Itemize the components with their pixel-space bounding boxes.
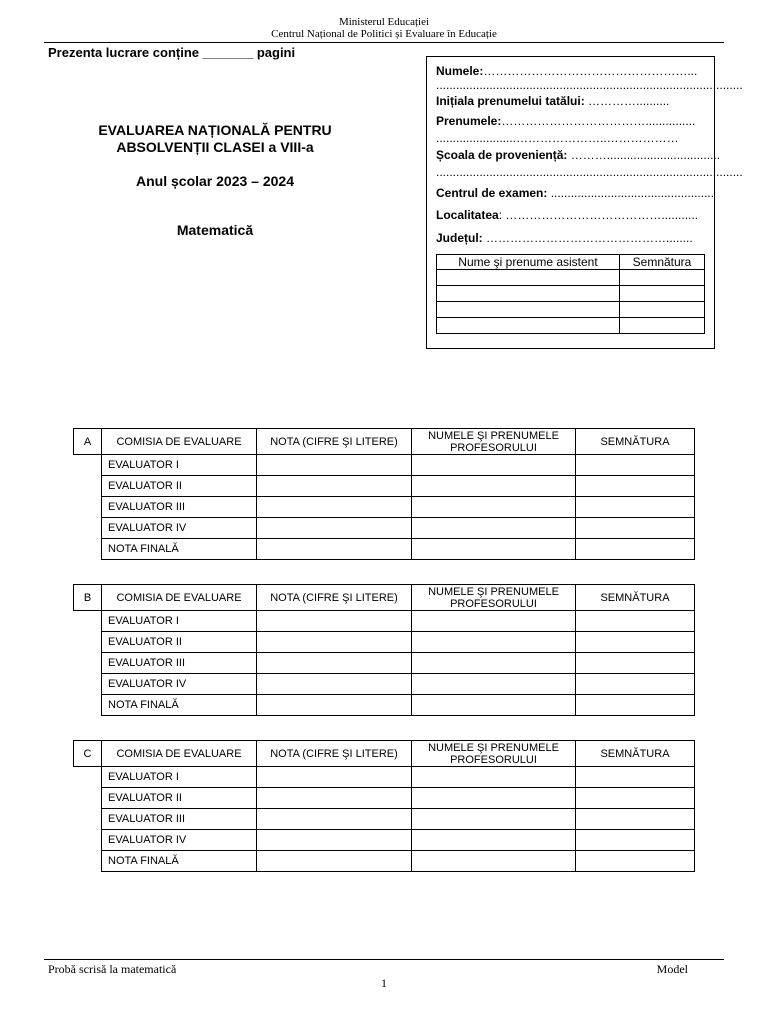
signature-cell[interactable] (576, 476, 695, 497)
candidate-field-row (436, 64, 706, 78)
evaluation-table-b (73, 584, 695, 716)
exam-title-line2: ABSOLVENȚII CLASEI a VIII-a (116, 139, 314, 155)
grade-cell[interactable] (257, 653, 412, 674)
footer-divider (44, 959, 724, 960)
evaluation-row (74, 653, 695, 674)
evaluation-row (74, 539, 695, 560)
teacher-name-cell[interactable] (412, 611, 576, 632)
teacher-name-cell[interactable] (412, 518, 576, 539)
teacher-name-cell[interactable] (412, 455, 576, 476)
candidate-field-row (436, 165, 743, 179)
assistant-table-header-row (437, 255, 705, 270)
candidate-field-dots[interactable]: ........................…………………..……………… (436, 131, 679, 145)
grade-cell[interactable] (257, 632, 412, 653)
footer-subject: Probă scrisă la matematică (48, 962, 177, 976)
evaluation-column-header: NOTA (CIFRE ŞI LITERE) (257, 429, 412, 455)
section-letter: B (74, 585, 102, 611)
assistant-table (436, 254, 705, 334)
candidate-field-row (436, 114, 706, 128)
candidate-field-row (436, 231, 706, 245)
teacher-name-cell[interactable] (412, 809, 576, 830)
evaluator-label: EVALUATOR IV (102, 830, 257, 851)
signature-cell[interactable] (576, 611, 695, 632)
pages-count-line: Prezenta lucrare conține _______ pagini (48, 45, 296, 60)
signature-cell[interactable] (576, 830, 695, 851)
candidate-field-label: Prenumele: (436, 114, 502, 128)
candidate-field-label: Județul: (436, 231, 483, 245)
candidate-field-dots[interactable]: ………….......... (584, 94, 670, 108)
evaluator-label: EVALUATOR II (102, 788, 257, 809)
signature-cell[interactable] (576, 497, 695, 518)
row-spacer (74, 809, 102, 830)
footer-model: Model (656, 962, 688, 976)
candidate-field-row (436, 78, 743, 92)
grade-cell[interactable] (257, 539, 412, 560)
candidate-info-box (426, 56, 743, 349)
row-spacer (74, 674, 102, 695)
candidate-field-label: Numele: (436, 64, 484, 78)
center-name: Centrul Național de Politici și Evaluare în Educație (271, 28, 497, 40)
evaluation-column-header: COMISIA DE EVALUARE (102, 741, 257, 767)
teacher-name-cell[interactable] (412, 497, 576, 518)
evaluator-label: NOTA FINALĂ (102, 695, 257, 716)
signature-cell[interactable] (576, 653, 695, 674)
candidate-field-label: Școala de proveniență: (436, 148, 568, 162)
evaluator-label: EVALUATOR III (102, 497, 257, 518)
row-spacer (74, 611, 102, 632)
signature-cell[interactable] (576, 674, 695, 695)
evaluator-label: NOTA FINALĂ (102, 539, 257, 560)
grade-cell[interactable] (257, 611, 412, 632)
evaluation-column-header: SEMNĂTURA (576, 429, 695, 455)
evaluation-header-row (74, 741, 695, 767)
candidate-field-dots[interactable]: ............................................................................................ (436, 78, 743, 92)
evaluation-row (74, 611, 695, 632)
row-spacer (74, 497, 102, 518)
evaluation-column-header: NOTA (CIFRE ŞI LITERE) (257, 741, 412, 767)
evaluation-row (74, 809, 695, 830)
evaluation-row (74, 788, 695, 809)
teacher-name-cell[interactable] (412, 632, 576, 653)
evaluation-row (74, 632, 695, 653)
candidate-field-dots[interactable]: ……………………………………………... (483, 64, 698, 78)
evaluation-row (74, 767, 695, 788)
row-spacer (74, 830, 102, 851)
signature-cell[interactable] (576, 851, 695, 872)
teacher-name-cell[interactable] (412, 788, 576, 809)
evaluation-row (74, 497, 695, 518)
row-spacer (74, 653, 102, 674)
row-spacer (74, 455, 102, 476)
grade-cell[interactable] (257, 455, 412, 476)
assistant-table-row (437, 270, 705, 286)
assistant-table-row (437, 286, 705, 302)
assistant-table-row (437, 318, 705, 334)
evaluation-column-header: NOTA (CIFRE ŞI LITERE) (257, 585, 412, 611)
signature-cell[interactable] (576, 695, 695, 716)
candidate-field-dots[interactable]: : …………………………………........... (498, 208, 699, 222)
assistant-name-cell[interactable] (437, 302, 620, 318)
candidate-field-dots[interactable]: ………………………………............... (501, 114, 696, 128)
evaluator-label: EVALUATOR I (102, 611, 257, 632)
evaluator-label: EVALUATOR IV (102, 518, 257, 539)
row-spacer (74, 632, 102, 653)
row-spacer (74, 476, 102, 497)
evaluation-row (74, 851, 695, 872)
evaluator-label: EVALUATOR I (102, 455, 257, 476)
evaluation-column-header: COMISIA DE EVALUARE (102, 429, 257, 455)
teacher-name-cell[interactable] (412, 476, 576, 497)
evaluation-table-c (73, 740, 695, 872)
evaluator-label: EVALUATOR IV (102, 674, 257, 695)
grade-cell[interactable] (257, 518, 412, 539)
evaluation-row (74, 830, 695, 851)
row-spacer (74, 695, 102, 716)
grade-cell[interactable] (257, 830, 412, 851)
assistant-table-row (437, 302, 705, 318)
assistant-signature-cell[interactable] (620, 318, 705, 334)
assistant-signature-cell[interactable] (620, 270, 705, 286)
evaluation-header-row (74, 585, 695, 611)
evaluator-label: EVALUATOR III (102, 653, 257, 674)
evaluator-label: EVALUATOR II (102, 476, 257, 497)
signature-cell[interactable] (576, 455, 695, 476)
evaluation-row (74, 476, 695, 497)
evaluation-row (74, 674, 695, 695)
evaluation-column-header: NUMELE ŞI PRENUMELE PROFESORULUI (412, 741, 576, 767)
grade-cell[interactable] (257, 674, 412, 695)
assistant-table-header: Nume şi prenume asistent (437, 255, 620, 270)
grade-cell[interactable] (257, 788, 412, 809)
grade-cell[interactable] (257, 476, 412, 497)
candidate-field-row (436, 131, 706, 145)
grade-cell[interactable] (257, 497, 412, 518)
candidate-field-dots[interactable]: ................................................. (547, 186, 715, 200)
evaluation-column-header: SEMNĂTURA (576, 585, 695, 611)
evaluation-column-header: COMISIA DE EVALUARE (102, 585, 257, 611)
evaluator-label: NOTA FINALĂ (102, 851, 257, 872)
teacher-name-cell[interactable] (412, 695, 576, 716)
teacher-name-cell[interactable] (412, 830, 576, 851)
evaluation-row (74, 455, 695, 476)
teacher-name-cell[interactable] (412, 674, 576, 695)
candidate-field-row (436, 186, 715, 200)
evaluator-label: EVALUATOR III (102, 809, 257, 830)
row-spacer (74, 851, 102, 872)
row-spacer (74, 788, 102, 809)
candidate-field-label: Localitatea (436, 208, 499, 222)
evaluation-header-row (74, 429, 695, 455)
row-spacer (74, 539, 102, 560)
assistant-name-cell[interactable] (437, 286, 620, 302)
evaluation-column-header: NUMELE ŞI PRENUMELE PROFESORULUI (412, 429, 576, 455)
page-number: 1 (381, 976, 387, 990)
teacher-name-cell[interactable] (412, 539, 576, 560)
ministry-name: Ministerul Educației (338, 16, 430, 28)
assistant-name-cell[interactable] (437, 270, 620, 286)
section-letter: C (74, 741, 102, 767)
assistant-signature-cell[interactable] (620, 302, 705, 318)
signature-cell[interactable] (576, 809, 695, 830)
evaluation-column-header: SEMNĂTURA (576, 741, 695, 767)
row-spacer (74, 767, 102, 788)
assistant-table-header: Semnătura (620, 255, 705, 270)
candidate-field-row (436, 208, 706, 222)
evaluator-label: EVALUATOR II (102, 632, 257, 653)
row-spacer (74, 518, 102, 539)
teacher-name-cell[interactable] (412, 767, 576, 788)
candidate-field-label: Inițiala prenumelui tatălui: (436, 94, 585, 108)
candidate-field-dots[interactable]: ............................................................................................ (436, 165, 743, 179)
subject-name: Matematică (176, 222, 254, 238)
grade-cell[interactable] (257, 851, 412, 872)
school-year: Anul școlar 2023 – 2024 (136, 173, 294, 189)
section-letter: A (74, 429, 102, 455)
teacher-name-cell[interactable] (412, 851, 576, 872)
candidate-field-row (436, 94, 706, 108)
signature-cell[interactable] (576, 539, 695, 560)
teacher-name-cell[interactable] (412, 653, 576, 674)
evaluator-label: EVALUATOR I (102, 767, 257, 788)
candidate-field-dots[interactable]: ……….................................. (567, 148, 721, 162)
header-divider (44, 42, 724, 43)
signature-cell[interactable] (576, 788, 695, 809)
signature-cell[interactable] (576, 632, 695, 653)
assistant-name-cell[interactable] (437, 318, 620, 334)
signature-cell[interactable] (576, 518, 695, 539)
exam-title (70, 122, 360, 156)
grade-cell[interactable] (257, 767, 412, 788)
evaluation-row (74, 518, 695, 539)
evaluation-column-header: NUMELE ŞI PRENUMELE PROFESORULUI (412, 585, 576, 611)
signature-cell[interactable] (576, 767, 695, 788)
grade-cell[interactable] (257, 809, 412, 830)
assistant-signature-cell[interactable] (620, 286, 705, 302)
candidate-field-label: Centrul de examen: (436, 186, 548, 200)
evaluation-row (74, 695, 695, 716)
candidate-field-row (436, 148, 721, 162)
candidate-field-dots[interactable]: ………………………………………........ (482, 231, 693, 245)
grade-cell[interactable] (257, 695, 412, 716)
evaluation-table-a (73, 428, 695, 560)
exam-title-line1: EVALUAREA NAȚIONALĂ PENTRU (98, 122, 332, 138)
